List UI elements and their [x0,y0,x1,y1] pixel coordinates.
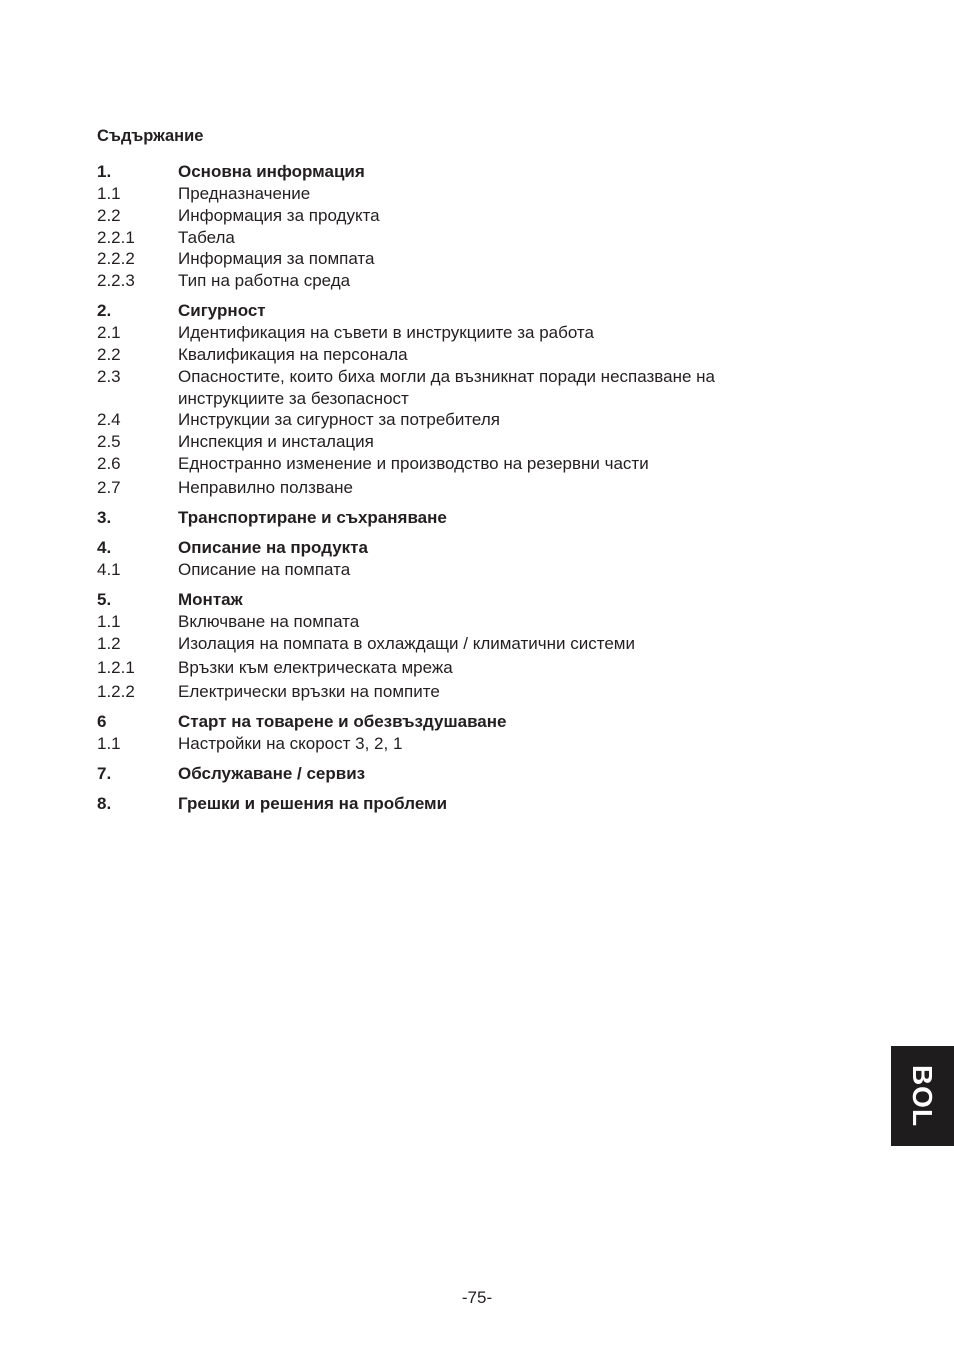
toc-text [178,161,365,183]
toc-text [178,453,649,475]
toc-number: 4.1 [97,560,121,579]
toc-text-line: Табела [178,228,235,247]
toc-text-line: Електрически връзки на помпите [178,682,440,701]
toc-text-line: Транспортиране и съхраняване [178,508,447,527]
toc-text [178,366,715,410]
toc-number: 2.2.1 [97,228,135,247]
toc-number: 2.1 [97,323,121,342]
toc-text [178,589,243,611]
toc-text [178,183,310,205]
toc-text [178,431,374,453]
toc-text-line: Връзки към електрическата мрежа [178,658,453,677]
toc-number: 2.2.2 [97,249,135,268]
toc-text-line: Тип на работна среда [178,271,351,290]
toc-text-line: Настройки на скорост 3, 2, 1 [178,734,403,753]
toc-text [178,248,374,270]
toc-text-line: Предназначение [178,184,311,203]
toc-text [178,681,440,703]
toc-number: 6 [97,712,107,731]
toc-number: 2.2 [97,345,121,364]
toc-number: 1. [97,162,112,181]
toc-text [178,205,380,227]
toc-text [178,409,500,431]
toc-number: 2. [97,301,112,320]
toc-text-line: Монтаж [178,590,243,609]
toc-text-line: Идентификация на съвети в инструкциите за работа [178,323,594,342]
toc-text-line: Изолация на помпата в охлаждащи / климатични системи [178,634,635,653]
toc-title: Съдържание [97,127,204,145]
toc-text [178,559,350,581]
toc-text [178,477,353,499]
toc-text [178,657,453,679]
toc-number: 3. [97,508,112,527]
toc-number: 1.2.1 [97,658,135,677]
toc-text [178,227,235,249]
toc-number: 1.1 [97,612,121,631]
toc-number: 8. [97,794,112,813]
toc-text [178,711,506,733]
toc-text-line: Инструкции за сигурност за потребителя [178,410,500,429]
toc-number: 2.4 [97,410,121,429]
toc-number: 1.1 [97,184,121,203]
toc-text-line: Описание на продукта [178,538,368,557]
toc-number: 2.6 [97,454,121,473]
toc-text-line: Старт на товарене и обезвъздушаване [178,712,507,731]
toc-text [178,611,359,633]
toc-text-line: инструкциите за безопасност [178,389,409,408]
toc-text [178,633,635,655]
language-tab [891,1046,954,1146]
toc-text [178,763,365,785]
toc-number: 4. [97,538,112,557]
toc-number: 1.2.2 [97,682,135,701]
toc-number: 1.2 [97,634,121,653]
toc-number: 2.2.3 [97,271,135,290]
toc-text [178,733,402,755]
toc-text-line: Обслужаване / сервиз [178,764,366,783]
toc-text [178,270,350,292]
toc-text-line: Информация за помпата [178,249,375,268]
toc-text-line: Квалификация на персонала [178,345,408,364]
toc-text-line: Едностранно изменение и производство на резервни части [178,454,649,473]
page-number: -75- [461,1288,493,1307]
toc-text-line: Сигурност [178,301,266,320]
toc-text [178,344,408,366]
toc-number: 2.3 [97,367,121,386]
toc-number: 7. [97,764,112,783]
toc-number: 1.1 [97,734,121,753]
toc-text-line: Основна информация [178,162,365,181]
toc-text [178,537,368,559]
toc-text [178,300,266,322]
toc-text-line: Грешки и решения на проблеми [178,794,448,813]
toc-text-line: Информация за продукта [178,206,380,225]
toc-text [178,322,594,344]
toc-text-line: Инспекция и инсталация [178,432,374,451]
toc-text [178,793,447,815]
toc-number: 2.2 [97,206,121,225]
toc-text-line: Описание на помпата [178,560,351,579]
toc-text-line: Включване на помпата [178,612,360,631]
toc-number: 5. [97,590,112,609]
toc-number: 2.5 [97,432,121,451]
toc-number: 2.7 [97,478,121,497]
language-tab-label: BOL [907,1064,939,1128]
toc-text-line: Неправилно ползване [178,478,353,497]
toc-text [178,507,447,529]
toc-text-line: Опасностите, които биха могли да възникнат поради неспазване на [178,367,715,386]
